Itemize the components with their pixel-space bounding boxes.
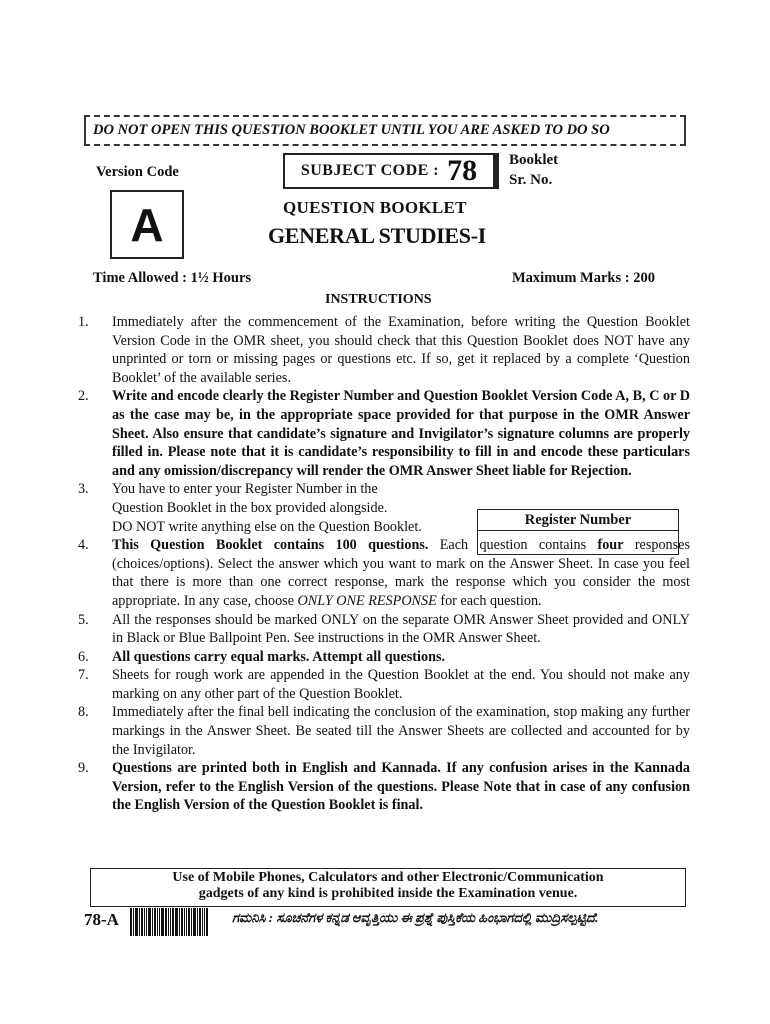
instruction-3: 3. You have to enter your Register Number in the Question Booklet in the box provided alongside. DO NOT write anything else on the Question Booklet. <box>78 481 422 535</box>
instruction-4: 4. This Question Booklet contains 100 questions. Each question contains four responses (choices/options). Select the answer which you want to mark on the Answer Sheet. In case you feel that there is more than one correct response, mark the response which you consider the most appropriate. In any case, choose ONLY ONE RESPONSE for each question. <box>78 537 690 609</box>
maximum-marks: Maximum Marks : 200 <box>512 270 655 286</box>
version-code-box <box>110 190 184 259</box>
instructions-heading: INSTRUCTIONS <box>325 292 432 307</box>
instruction-5: 5. All the responses should be marked ONLY on the separate OMR Answer Sheet provided and ONLY in Black or Blue Ballpoint Pen. See instructions in the OMR Answer Sheet. <box>78 611 690 647</box>
booklet-sr-no-label: Booklet Sr. No. <box>509 152 559 188</box>
subject-code-box <box>283 153 499 189</box>
version-code-label: Version Code <box>96 164 179 180</box>
version-code: A <box>130 198 164 251</box>
instructions-list <box>78 313 690 815</box>
register-number-label: Register Number <box>478 510 678 531</box>
barcode <box>130 908 222 936</box>
instruction-9: 9. Questions are printed both in English and Kannada. If any confusion arises in the Kannada Version, refer to the English Version of the questions. Please Note that in case of any confusion the English Version of the Question Booklet is final. <box>78 760 690 814</box>
mobile-phone-notice: Use of Mobile Phones, Calculators and other Electronic/Communication gadgets of any kind is prohibited inside the Examination venue. <box>90 868 686 907</box>
booklet-title: QUESTION BOOKLET <box>283 198 467 217</box>
instruction-8: 8. Immediately after the final bell indicating the conclusion of the examination, stop making any further markings in the Answer Sheet. Be seated till the Answer Sheets are collected and accounted for by the Invigilator. <box>78 704 690 758</box>
instruction-6: 6. All questions carry equal marks. Attempt all questions. <box>78 648 446 665</box>
kannada-note: ಗಮನಿಸಿ : ಸೂಚನೆಗಳ ಕನ್ನಡ ಆವೃತ್ತಿಯು ಈ ಪ್ರಶ್ನೆ ಪುಸ್ತಿಕೆಯ ಹಿಂಭಾಗದಲ್ಲಿ ಮುದ್ರಿಸಲ್ಪಟ್ಟಿದೆ. <box>232 910 599 925</box>
subject-code-label: SUBJECT CODE : <box>300 162 440 179</box>
instruction-2: 2. Write and encode clearly the Register Number and Question Booklet Version Code A, B, C or D as the case may be, in the appropriate space provided for that purpose in the OMR Answer Sheet. Also ensure that candidate’s signature and Invigilator’s signature columns are properly filled in. Please note that it is candidate’s responsibility to fill in and encode these particulars and any omission/discrepancy will render the OMR Answer Sheet liable for Rejection. <box>78 388 690 479</box>
instruction-1: 1. Immediately after the commencement of the Examination, before writing the Question Booklet Version Code in the OMR sheet, you should check that this Question Booklet does NOT have any unprinted or torn or missing pages or questions etc. If so, get it replaced by a complete ‘Question Booklet’ of the available series. <box>78 314 690 386</box>
paper-title: GENERAL STUDIES-I <box>268 223 487 248</box>
register-number-box[interactable] <box>477 509 679 555</box>
warning-text: DO NOT OPEN THIS QUESTION BOOKLET UNTIL YOU ARE ASKED TO DO SO <box>93 122 610 138</box>
time-allowed: Time Allowed : 1½ Hours <box>93 270 252 286</box>
booklet-code: 78-A <box>84 910 119 929</box>
warning-frame-left <box>84 115 86 145</box>
subject-code: 78 <box>447 154 478 187</box>
warning-frame-bottom <box>84 144 686 146</box>
instruction-7: 7. Sheets for rough work are appended in the Question Booklet at the end. You should not make any marking on any other part of the Question Booklet. <box>78 667 690 702</box>
